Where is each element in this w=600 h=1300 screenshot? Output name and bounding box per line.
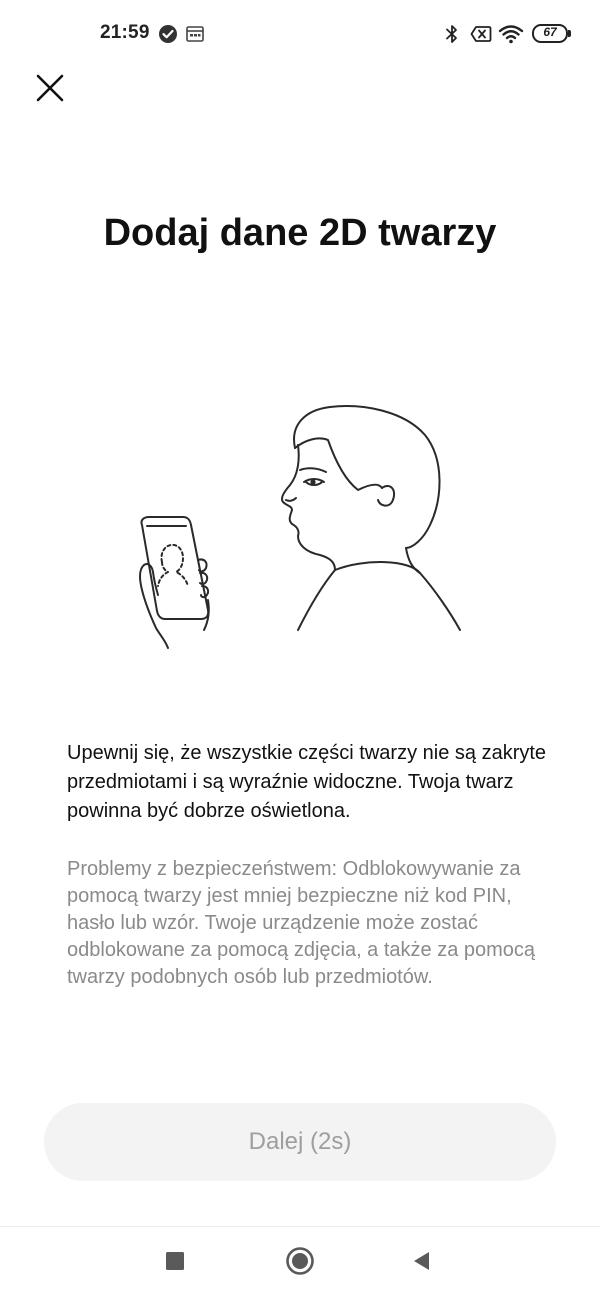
close-button[interactable] <box>28 66 72 110</box>
home-button[interactable] <box>276 1237 324 1285</box>
recent-apps-icon <box>165 1251 185 1271</box>
wifi-icon <box>498 24 524 44</box>
security-note-text: Problemy z bezpieczeństwem: Odblokowywanie za pomocą twarzy jest mniej bezpieczne niż kod PIN, hasło lub wzór. Twoje urządzenie może zostać odblokowane za pomocą zdjęcia, a także za pomocą twarzy podobnych osób lub przedmiotów. <box>67 858 536 988</box>
back-icon <box>411 1250 433 1272</box>
recent-apps-button[interactable] <box>151 1237 199 1285</box>
phone-in-hand-icon <box>140 517 209 648</box>
next-button[interactable]: Dalej (2s) <box>44 1103 556 1181</box>
status-bar <box>0 0 600 70</box>
bluetooth-icon <box>444 24 460 44</box>
person-profile-icon <box>282 406 460 630</box>
status-time: 21:59 <box>100 22 150 43</box>
battery-icon <box>532 24 572 43</box>
battery-level: 67 <box>543 25 557 39</box>
check-circle-icon <box>158 24 178 44</box>
home-icon <box>285 1246 315 1276</box>
close-icon <box>36 74 64 102</box>
battery-tip <box>568 30 571 37</box>
instructions-text: Upewnij się, że wszystkie części twarzy nie są zakryte przedmiotami i są wyraźnie widoczne. Twoja twarz powinna być dobrze oświetlona. <box>67 742 547 822</box>
back-button[interactable] <box>398 1237 446 1285</box>
sim-disabled-icon <box>470 24 492 44</box>
face-scan-illustration <box>120 390 490 650</box>
calendar-icon <box>185 24 205 44</box>
page-title: Dodaj dane 2D twarzy <box>103 212 497 254</box>
navigation-bar <box>0 1227 600 1300</box>
